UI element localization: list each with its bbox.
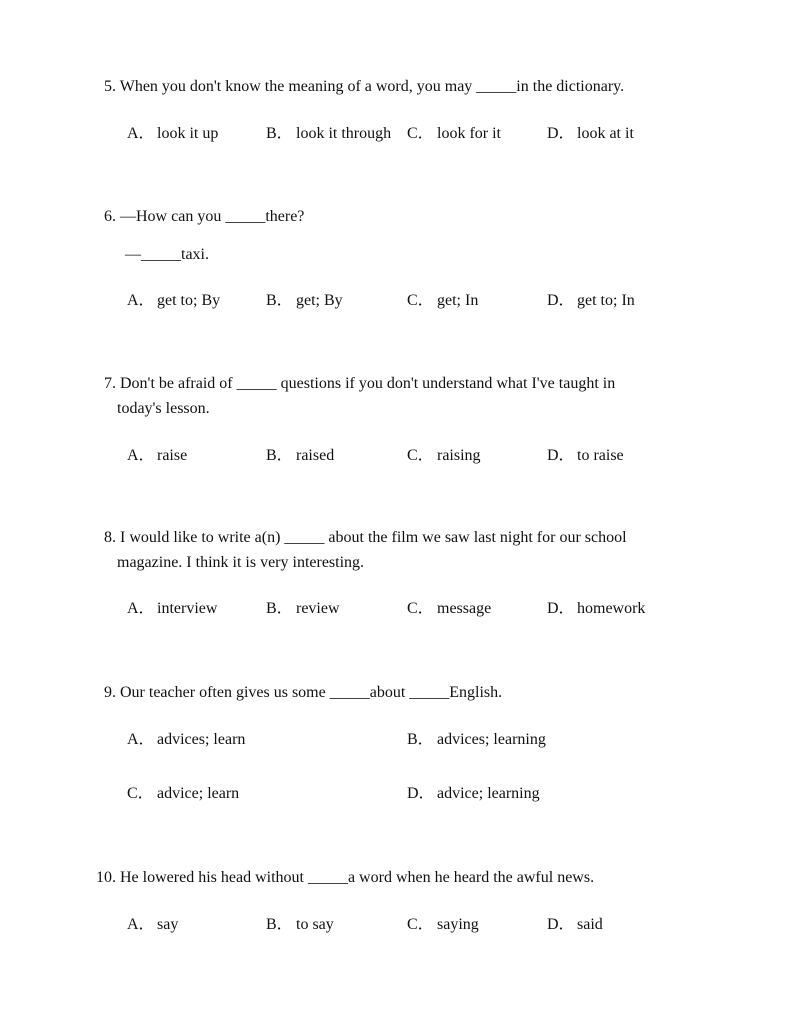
question-9-stem: 9. Our teacher often gives us some _____about _____English. [104,684,503,701]
option-letter: D． [407,785,435,802]
question-9-option-d[interactable] [407,784,540,804]
question-6-option-d[interactable] [547,291,635,311]
option-text: get; In [437,292,479,309]
question-7-option-c[interactable] [407,446,481,466]
option-letter: A． [127,447,155,464]
option-letter: B． [266,125,293,142]
option-text: look for it [437,125,501,142]
option-text: interview [157,600,218,617]
question-8-option-c[interactable] [407,599,491,619]
option-letter: D． [547,447,575,464]
option-text: get; By [296,292,343,309]
question-8-stem: 8. I would like to write a(n) _____ about the film we saw last night for our school [104,529,627,546]
question-8-option-b[interactable] [266,599,340,619]
question-10-option-c[interactable] [407,915,479,935]
option-text: advices; learning [437,731,546,748]
question-8-stem-line2: magazine. I think it is very interesting. [117,554,365,571]
question-7-stem: 7. Don't be afraid of _____ questions if you don't understand what I've taught in [104,375,616,392]
option-text: look it up [157,125,219,142]
option-letter: C． [407,600,434,617]
question-7-option-b[interactable] [266,446,334,466]
question-5-option-d[interactable] [547,124,634,144]
question-10-option-a[interactable] [127,915,178,935]
option-letter: A． [127,292,155,309]
option-text: advice; learn [157,785,240,802]
question-7-stem-line2: today's lesson. [117,400,210,417]
question-6-option-b[interactable] [266,291,343,311]
option-letter: A． [127,125,155,142]
question-6-option-a[interactable] [127,291,220,311]
question-5-option-a[interactable] [127,124,218,144]
option-letter: C． [407,916,434,933]
question-6-option-c[interactable] [407,291,478,311]
question-10-stem: 10. He lowered his head without _____a word when he heard the awful news. [96,869,595,886]
question-5-option-c[interactable] [407,124,501,144]
question-8-option-d[interactable] [547,599,645,619]
option-letter: A． [127,600,155,617]
option-letter: D． [547,292,575,309]
option-letter: B． [266,916,293,933]
option-letter: C． [127,785,154,802]
option-text: get to; In [577,292,635,309]
option-letter: D． [547,125,575,142]
option-letter: B． [407,731,434,748]
question-6-stem: 6. —How can you _____there? [104,208,305,225]
option-text: get to; By [157,292,221,309]
option-text: homework [577,600,646,617]
question-5-option-b[interactable] [266,124,391,144]
option-letter: C． [407,292,434,309]
option-letter: A． [127,731,155,748]
option-text: advices; learn [157,731,246,748]
option-text: advice; learning [437,785,540,802]
option-text: review [296,600,340,617]
option-text: look at it [577,125,634,142]
option-letter: B． [266,292,293,309]
option-text: raising [437,447,481,464]
option-text: to say [296,916,334,933]
question-6-stem-line2: —_____taxi. [125,246,209,263]
question-8-option-a[interactable] [127,599,217,619]
option-text: message [437,600,492,617]
question-9-option-b[interactable] [407,730,546,750]
option-text: said [577,916,603,933]
option-letter: B． [266,447,293,464]
option-letter: A． [127,916,155,933]
option-text: say [157,916,179,933]
option-letter: D． [547,600,575,617]
option-letter: C． [407,447,434,464]
question-7-option-a[interactable] [127,446,187,466]
option-text: saying [437,916,479,933]
option-letter: D． [547,916,575,933]
question-7-option-d[interactable] [547,446,624,466]
option-text: raised [296,447,335,464]
question-10-option-b[interactable] [266,915,334,935]
option-letter: C． [407,125,434,142]
question-5-stem: 5. When you don't know the meaning of a word, you may _____in the dictionary. [104,78,625,95]
question-9-option-a[interactable] [127,730,245,750]
question-10-option-d[interactable] [547,915,603,935]
option-text: raise [157,447,188,464]
question-9-option-c[interactable] [127,784,239,804]
option-letter: B． [266,600,293,617]
option-text: look it through [296,125,392,142]
option-text: to raise [577,447,624,464]
